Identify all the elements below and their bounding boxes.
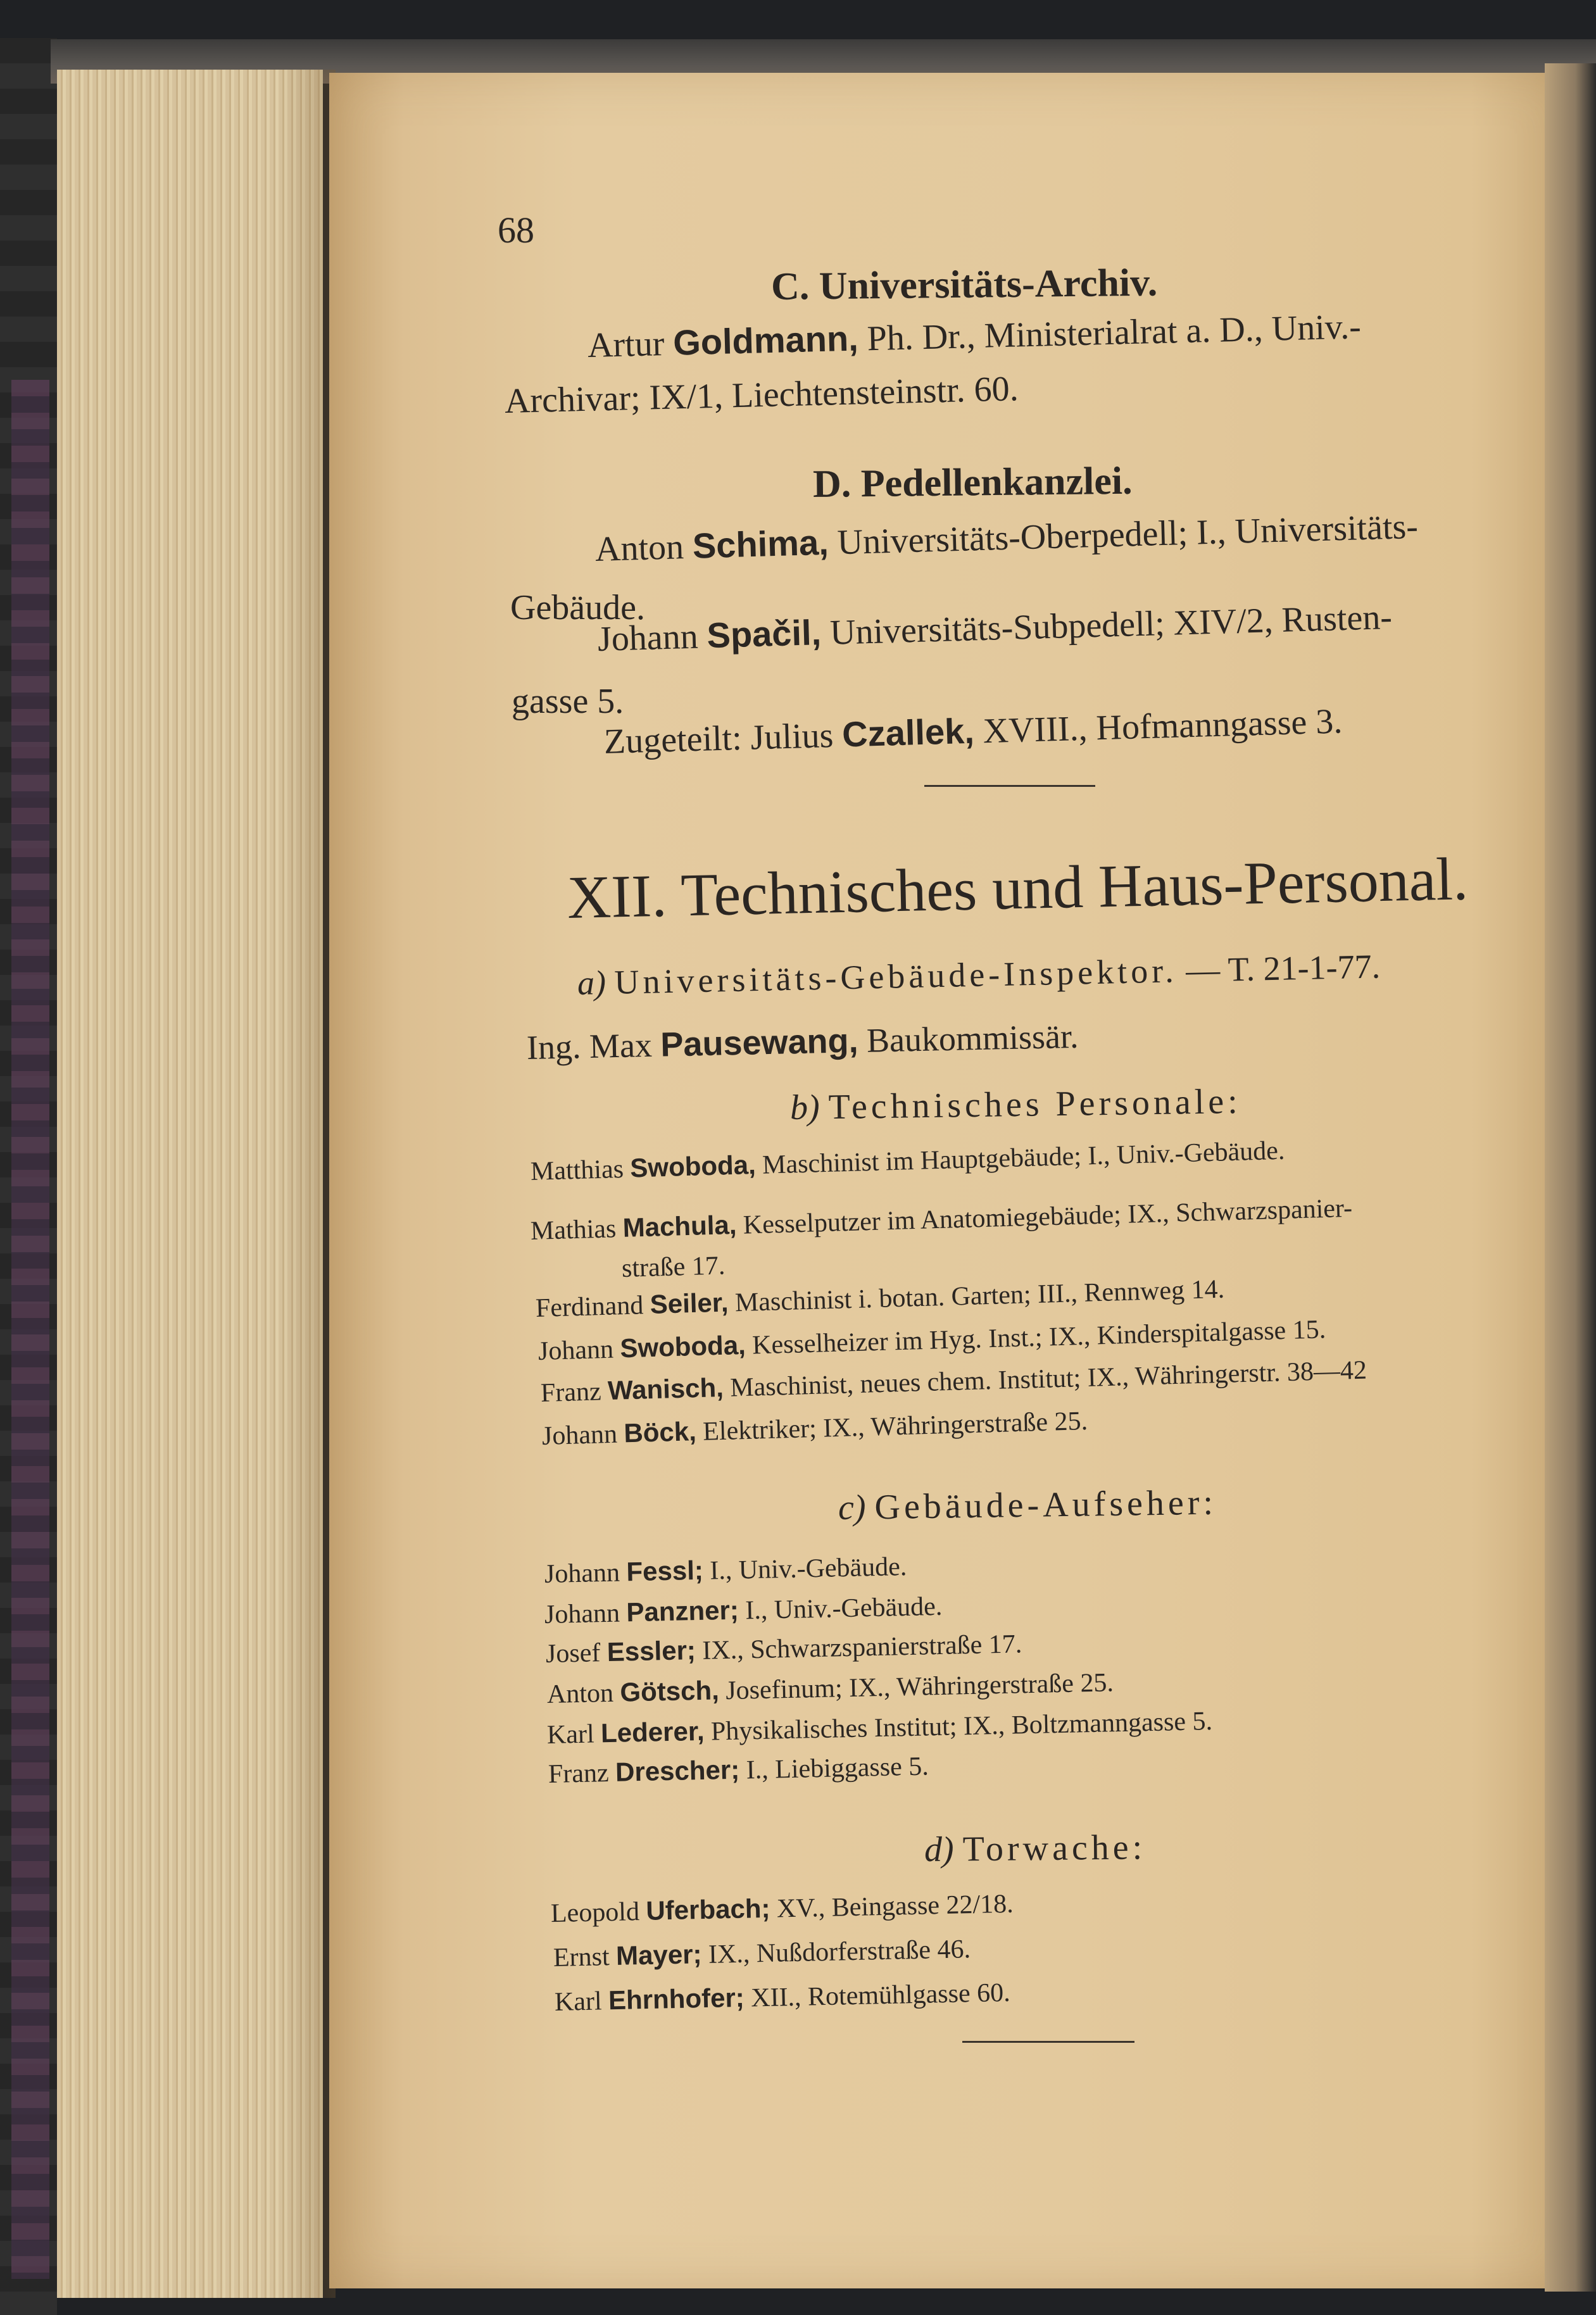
page-number: 68 <box>498 210 534 251</box>
entry-details: IX., Schwarzspanierstraße 17. <box>701 1629 1022 1666</box>
entry-details: Maschinist im Hauptgebäude; I., Univ.-Gebäude. <box>762 1136 1285 1180</box>
first-name: Matthias <box>530 1154 624 1186</box>
surname: Machula, <box>622 1209 738 1243</box>
subsection-title: Technisches Personale: <box>828 1082 1242 1127</box>
section-divider <box>924 785 1095 787</box>
entry-details: Josefinum; IX., Währingerstraße 25. <box>725 1668 1114 1706</box>
entry-details: Kesselheizer im Hyg. Inst.; IX., Kinderspitalgasse 15. <box>751 1315 1326 1360</box>
entry-details: Universitäts-Subpedell; XIV/2, Rusten- <box>829 597 1393 653</box>
subsection-title: Universitäts-Gebäude-Inspektor. <box>613 951 1178 1001</box>
first-name: Johann <box>541 1419 618 1451</box>
subsection-title: Gebäude-Aufseher: <box>874 1483 1217 1528</box>
subsection-d-heading <box>924 1827 1147 1870</box>
first-name: Johann <box>537 1334 614 1366</box>
entry-details: XII., Rotemühlgasse 60. <box>750 1978 1011 2013</box>
first-name: Johann <box>544 1598 620 1629</box>
surname: Böck, <box>623 1416 697 1448</box>
first-name: Zugeteilt: Julius <box>603 715 834 762</box>
surname: Seiler, <box>650 1287 729 1319</box>
entry-details: XVIII., Hofmanngasse 3. <box>982 701 1343 751</box>
subsection-c-heading <box>838 1483 1217 1528</box>
entry-details: I., Univ.-Gebäude. <box>709 1552 907 1586</box>
entry-details: Ph. Dr., Ministerialrat a. D., Univ.- <box>866 307 1362 359</box>
first-name: Ferdinand <box>535 1291 644 1323</box>
first-name: Johann <box>597 617 699 659</box>
entry-details: Elektriker; IX., Währingerstraße 25. <box>702 1406 1088 1446</box>
entry-details: I., Univ.-Gebäude. <box>745 1591 943 1626</box>
entry-details: Kesselputzer im Anatomiegebäude; IX., Schwarzspanier- <box>743 1193 1353 1240</box>
surname: Mayer; <box>615 1939 702 1971</box>
subsection-letter: c) <box>838 1488 866 1528</box>
entry-details: IX., Nußdorferstraße 46. <box>708 1935 971 1969</box>
first-name: Artur <box>587 324 665 365</box>
entry-details: XV., Beingasse 22/18. <box>776 1889 1014 1924</box>
phone-number: — T. 21-1-77. <box>1185 947 1381 989</box>
first-name: Anton <box>594 527 684 569</box>
subsection-letter: a) <box>577 963 606 1002</box>
surname: Swoboda, <box>619 1329 746 1364</box>
surname: Uferbach; <box>645 1893 770 1926</box>
section-d-entry-continuation: gasse 5. <box>512 682 624 721</box>
section-divider <box>962 2041 1134 2043</box>
surname: Essler; <box>606 1635 696 1667</box>
surname: Ehrnhofer; <box>608 1982 745 2016</box>
surname: Pausewang, <box>660 1022 859 1064</box>
surname: Spačil, <box>706 612 822 656</box>
entry-details: Maschinist i. botan. Garten; III., Rennweg 14. <box>734 1274 1225 1318</box>
subsection-letter: b) <box>789 1088 820 1127</box>
surname: Wanisch, <box>607 1372 724 1406</box>
surname: Fessl; <box>625 1555 704 1587</box>
section-d-entry-continuation: Gebäude. <box>510 588 646 627</box>
surname: Götsch, <box>619 1675 720 1707</box>
surname: Drescher; <box>615 1754 740 1787</box>
surname: Schima, <box>692 522 829 566</box>
first-name: Ernst <box>553 1942 610 1973</box>
first-name: Karl <box>546 1719 595 1750</box>
subsection-b-heading <box>790 1081 1242 1128</box>
section-c-heading: C. Universitäts-Archiv. <box>770 261 1158 308</box>
first-name: Franz <box>548 1759 610 1789</box>
first-name: Anton <box>546 1678 614 1709</box>
first-name: Mathias <box>530 1214 617 1246</box>
surname: Czallek, <box>841 710 975 755</box>
surname: Panzner; <box>625 1595 739 1628</box>
chapter-title: XII. Technisches und Haus-Personal. <box>566 844 1469 931</box>
first-name: Franz <box>540 1377 602 1408</box>
first-name: Johann <box>544 1558 620 1589</box>
surname: Lederer, <box>600 1716 705 1748</box>
entry-details: Baukommissär. <box>866 1017 1079 1060</box>
section-c-entry-continuation: Archivar; IX/1, Liechtensteinstr. 60. <box>504 369 1019 421</box>
entry-details: I., Liebiggasse 5. <box>746 1752 929 1785</box>
surname: Goldmann, <box>672 318 859 363</box>
page-right-edge <box>1545 63 1596 2292</box>
first-name: Josef <box>545 1638 601 1669</box>
entry-details: Universitäts-Oberpedell; I., Universitäts- <box>836 506 1419 563</box>
subsection-letter: d) <box>924 1829 954 1869</box>
entry-details: Maschinist, neues chem. Institut; IX., Währingerstr. 38—42 <box>729 1355 1367 1403</box>
page-stack-shadow <box>279 70 336 2298</box>
entry-details: Physikalisches Institut; IX., Boltzmanngasse 5. <box>710 1706 1213 1747</box>
subsection-title: Torwache: <box>962 1828 1147 1869</box>
surname: Swoboda, <box>629 1150 757 1183</box>
list-item-continuation: straße 17. <box>621 1251 726 1283</box>
first-name: Leopold <box>550 1897 640 1928</box>
marbled-cover-strip <box>11 380 49 2279</box>
first-name: Karl <box>554 1986 603 2017</box>
section-d-heading: D. Pedellenkanzlei. <box>812 459 1133 506</box>
first-name: Ing. Max <box>526 1026 653 1067</box>
